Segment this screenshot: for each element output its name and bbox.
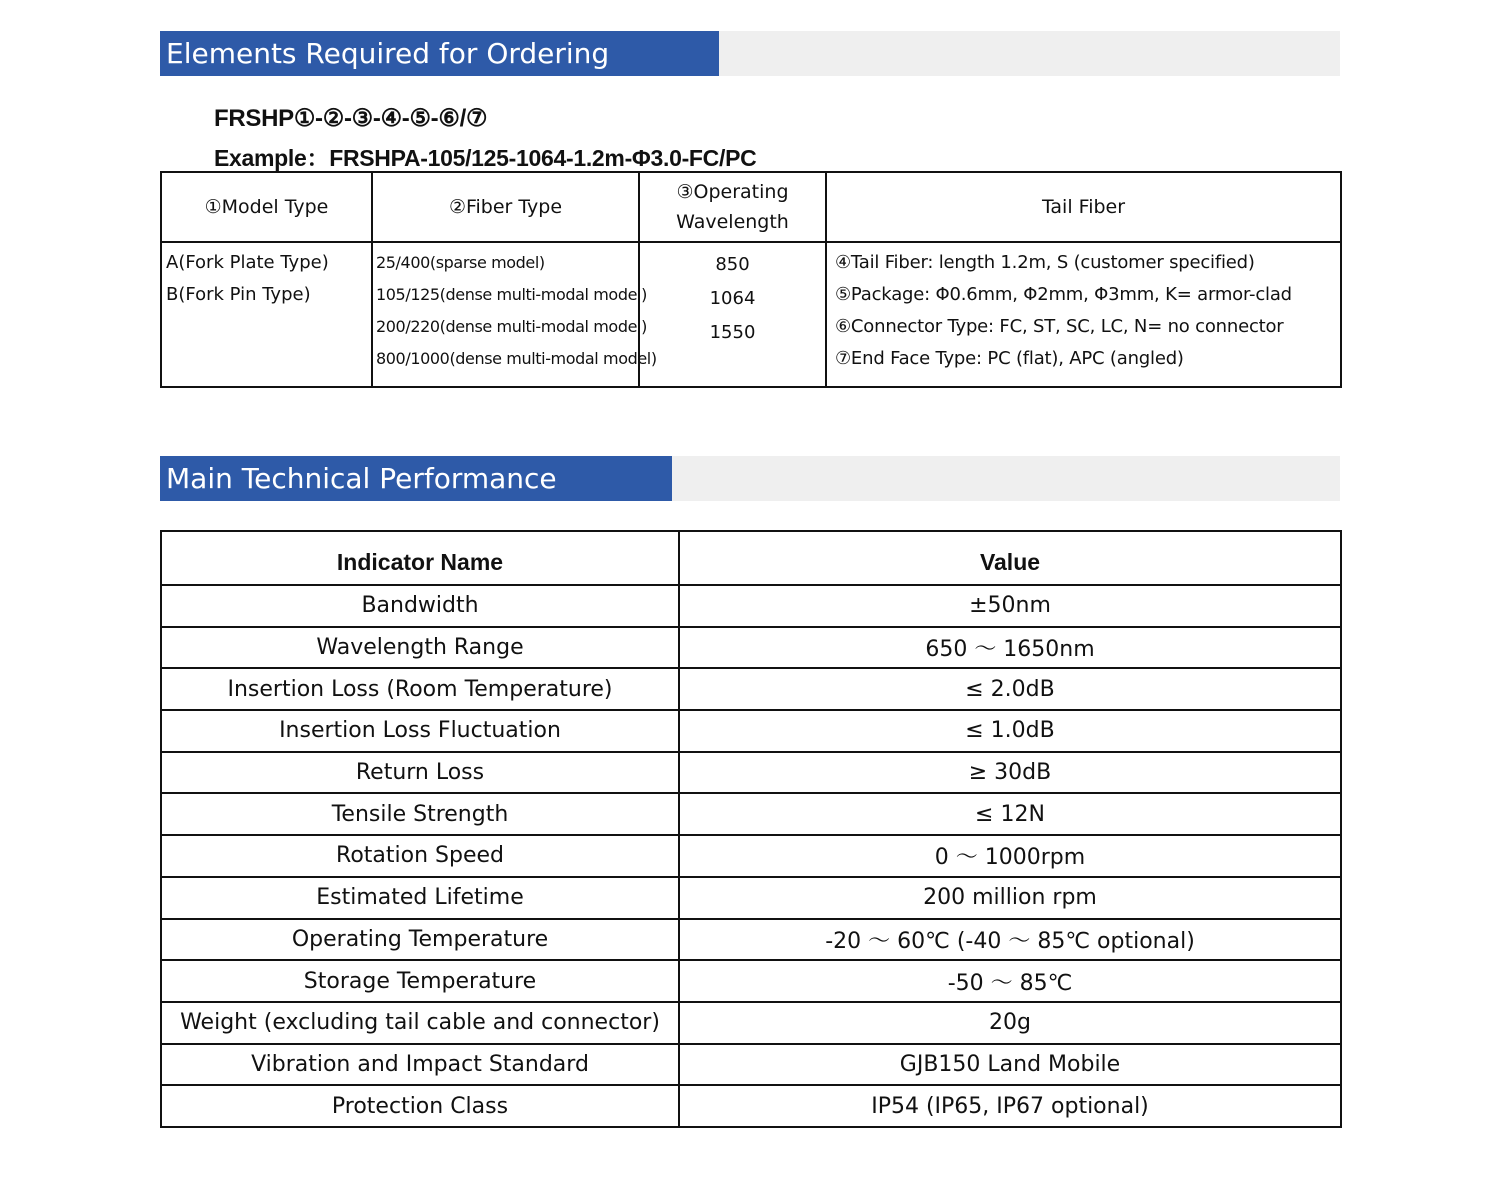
ordering-table-header [161, 172, 1341, 242]
indicator-value: -50 ～ 85℃ [679, 960, 1341, 1002]
indicator-name: Estimated Lifetime [161, 877, 679, 919]
fiber-type-cell [372, 242, 657, 387]
indicator-name: Vibration and Impact Standard [161, 1044, 679, 1086]
list-item: ⑤Package: Φ0.6mm, Φ2mm, Φ3mm, K= armor-clad [835, 284, 1292, 305]
model-type-cell [161, 242, 372, 387]
ordering-section-title: Elements Required for Ordering [160, 31, 719, 76]
table-row [161, 627, 1341, 669]
indicator-name: Insertion Loss Fluctuation [161, 710, 679, 752]
table-row [161, 668, 1341, 710]
header-tail-fiber: Tail Fiber [826, 172, 1341, 242]
wavelength-cell [639, 242, 826, 387]
indicator-value: ±50nm [679, 585, 1341, 627]
indicator-value: 650 ～ 1650nm [679, 627, 1341, 669]
table-row [161, 1085, 1341, 1127]
indicator-value: IP54 (IP65, IP67 optional) [679, 1085, 1341, 1127]
tail-fiber-cell [826, 242, 1341, 387]
table-row [161, 793, 1341, 835]
list-item: 800/1000(dense multi-modal model) [376, 349, 657, 368]
indicator-value: GJB150 Land Mobile [679, 1044, 1341, 1086]
indicator-name: Storage Temperature [161, 960, 679, 1002]
indicator-name: Insertion Loss (Room Temperature) [161, 668, 679, 710]
table-row [161, 877, 1341, 919]
indicator-value: 200 million rpm [679, 877, 1341, 919]
indicator-value: ≤ 1.0dB [679, 710, 1341, 752]
header-value: Value [679, 531, 1341, 585]
list-item: A(Fork Plate Type) [166, 252, 329, 273]
header-fiber-type: ②Fiber Type [372, 172, 639, 242]
performance-table-header [161, 531, 1341, 585]
indicator-name: Rotation Speed [161, 835, 679, 877]
ordering-code: FRSHP①-②-③-④-⑤-⑥/⑦ [214, 105, 488, 132]
ordering-table-body [161, 242, 1341, 387]
indicator-value: -20 ～ 60℃ (-40 ～ 85℃ optional) [679, 919, 1341, 961]
header-wavelength: ③Operating Wavelength [639, 172, 826, 242]
list-item: 1064 [709, 288, 756, 309]
indicator-name: Weight (excluding tail cable and connector) [161, 1002, 679, 1044]
ordering-section-header [160, 31, 1340, 76]
list-item: B(Fork Pin Type) [166, 284, 311, 305]
list-item: ⑥Connector Type: FC, ST, SC, LC, N= no connector [835, 316, 1284, 337]
performance-section-title: Main Technical Performance [160, 456, 672, 501]
indicator-name: Wavelength Range [161, 627, 679, 669]
performance-section-header [160, 456, 1340, 501]
table-row [161, 752, 1341, 794]
table-row [161, 1002, 1341, 1044]
list-item: 25/400(sparse model) [376, 253, 545, 272]
indicator-name: Protection Class [161, 1085, 679, 1127]
table-row [161, 919, 1341, 961]
list-item: ④Tail Fiber: length 1.2m, S (customer specified) [835, 252, 1255, 273]
indicator-name: Operating Temperature [161, 919, 679, 961]
table-row [161, 585, 1341, 627]
header-model-type: ①Model Type [161, 172, 372, 242]
list-item: ⑦End Face Type: PC (flat), APC (angled) [835, 348, 1184, 369]
list-item: 200/220(dense multi-modal model) [376, 317, 647, 336]
table-row [161, 960, 1341, 1002]
ordering-table [160, 171, 1342, 388]
indicator-name: Return Loss [161, 752, 679, 794]
table-row [161, 710, 1341, 752]
performance-table [160, 530, 1342, 1128]
list-item: 105/125(dense multi-modal model) [376, 285, 647, 304]
indicator-value: 20g [679, 1002, 1341, 1044]
list-item: 850 [715, 254, 750, 275]
indicator-name: Bandwidth [161, 585, 679, 627]
indicator-value: ≤ 2.0dB [679, 668, 1341, 710]
ordering-example: Example：FRSHPA-105/125-1064-1.2m-Φ3.0-FC/PC [214, 145, 757, 171]
indicator-value: 0 ～ 1000rpm [679, 835, 1341, 877]
table-row [161, 1044, 1341, 1086]
indicator-name: Tensile Strength [161, 793, 679, 835]
indicator-value: ≥ 30dB [679, 752, 1341, 794]
list-item: 1550 [709, 322, 756, 343]
table-row [161, 835, 1341, 877]
header-indicator-name: Indicator Name [161, 531, 679, 585]
indicator-value: ≤ 12N [679, 793, 1341, 835]
